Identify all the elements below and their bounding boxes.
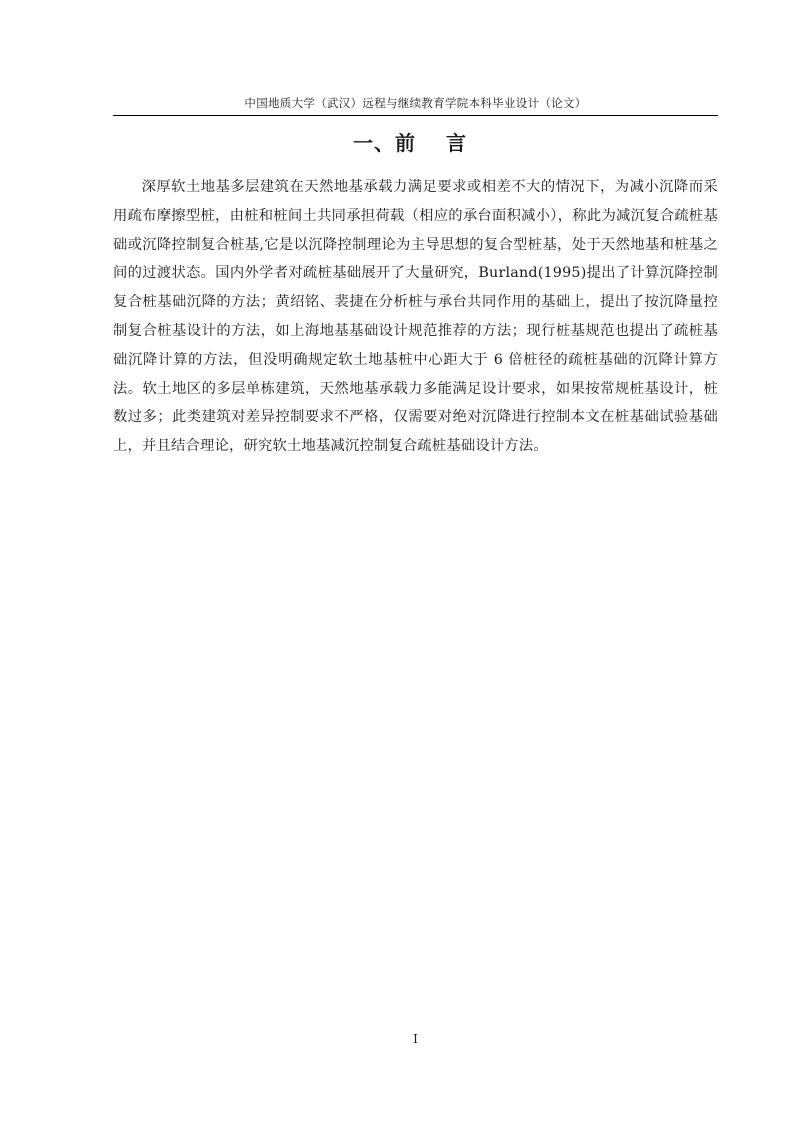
section-title-text: 前 言 bbox=[395, 131, 478, 155]
running-header: 中国地质大学（武汉）远程与继续教育学院本科毕业设计（论文） bbox=[244, 96, 587, 110]
section-title bbox=[113, 128, 718, 158]
section-number: 一、 bbox=[353, 131, 396, 155]
body-paragraph: 深厚软土地基多层建筑在天然地基承载力满足要求或相差不大的情况下，为减小沉降而采用疏布摩擦型桩，由桩和桩间土共同承担荷载（相应的承台面积减小），称此为减沉复合疏桩基础或沉降控制复合桩基,它是以沉降控制理论为主导思想的复合型桩基，处于天然地基和桩基之间的过渡状态。国内外学者对疏桩基础展开了大量研究，Burland(1995)提出了计算沉降控制复合桩基础沉降的方法；黄绍铭、裴捷在分析桩与承台共同作用的基础上，提出了按沉降量控制复合桩基设计的方法，如上海地基基础设计规范推荐的方法；现行桩基规范也提出了疏桩基础沉降计算的方法，但没明确规定软土地基桩中心距大于 6 倍桩径的疏桩基础的沉降计算方法。软土地区的多层单栋建筑，天然地基承载力多能满足设计要求，如果按常规桩基设计，桩数过多；此类建筑对差异控制要求不严格，仅需要对绝对沉降进行控制本文在桩基础试验基础上，并且结合理论，研究软土地基减沉控制复合疏桩基础设计方法。 bbox=[113, 179, 718, 455]
page-number: I bbox=[413, 1032, 418, 1046]
header-divider bbox=[113, 115, 718, 116]
